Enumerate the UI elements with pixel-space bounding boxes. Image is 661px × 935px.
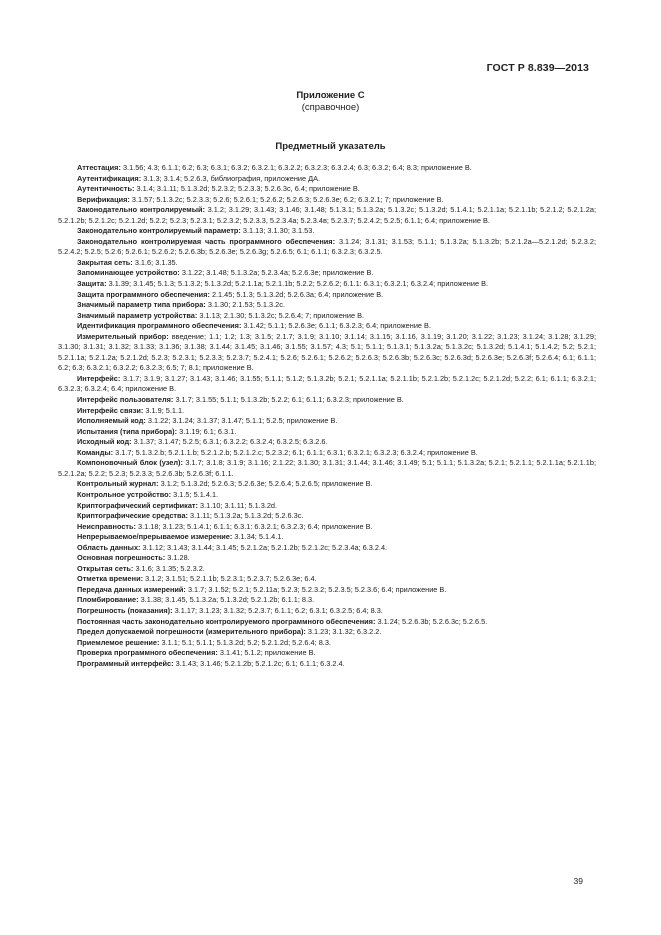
index-entry bbox=[58, 290, 596, 301]
index-refs: 3.1.4; 3.1.11; 5.1.3.2d; 5.2.3.2; 5.2.3.3; 5.2.6.3c, 6.4; приложение В. bbox=[136, 184, 360, 194]
index-refs: 3.1.7; 3.1.52; 5.2.1; 5.2.11a; 5.2.3; 5.2.3.2; 5.2.3.5; 5.2.3.6; 6.4; приложение В. bbox=[187, 584, 447, 594]
index-entry bbox=[58, 268, 596, 279]
index-refs: 3.1.39; 3.1.45; 5.1.3; 5.1.3.2; 5.1.3.2d; 5.2.1.1a; 5.2.1.1b; 5.2.2; 5.2.6.2; 6.1.1: 6.3.1; 6.3.2.1; 6.3.2.4; приложение В. bbox=[108, 279, 489, 289]
index-term: Идентификация программного обеспечения: bbox=[77, 321, 242, 331]
index-entry bbox=[58, 522, 596, 533]
index-refs: 3.1.43; 3.1.46; 5.2.1.2b; 5.2.1.2c; 6.1; 6.1.1; 6.3.2.4. bbox=[175, 658, 345, 668]
index-refs: 3.1.24; 5.2.6.3b; 5.2.6.3c; 5.2.6.5. bbox=[377, 616, 488, 626]
index-entry bbox=[58, 437, 596, 448]
index-refs: 3.1.38; 3.1.45, 5.1.3.2a; 5.1.3.2d; 5.2.1.2b; 6.1.1; 8.3. bbox=[140, 595, 315, 605]
index-entry bbox=[58, 195, 596, 206]
index-term: Аутентичность: bbox=[77, 184, 135, 194]
index-entry bbox=[58, 511, 596, 522]
index-entry bbox=[58, 448, 596, 459]
index-entry bbox=[58, 163, 596, 174]
index-entry bbox=[58, 606, 596, 617]
index-refs: 3.1.37; 3.1.47; 5.2.5; 6.3.1; 6.3.2.2; 6.3.2.4; 6.3.2.5; 6.3.2.6. bbox=[133, 437, 328, 447]
appendix-subtitle: (справочное) bbox=[301, 102, 360, 113]
index-refs: 2.1.45; 5.1.3; 5.1.3.2d; 5.2.6.3a; 6.4; приложение В. bbox=[211, 289, 384, 299]
index-entry bbox=[58, 501, 596, 512]
index-term: Криптографический сертификат: bbox=[77, 500, 198, 510]
index-term: Значимый параметр типа прибора: bbox=[77, 300, 206, 310]
index-entry bbox=[58, 332, 596, 374]
index-term: Непрерываемое/прерываемое измерение: bbox=[77, 532, 233, 542]
index-entry bbox=[58, 553, 596, 564]
index-term: Законодательно контролируемая часть программного обеспечения: bbox=[77, 236, 336, 246]
index-refs: 3.1.6; 3.1.35; 5.2.3.2. bbox=[135, 563, 205, 573]
index-term: Измерительный прибор: bbox=[77, 331, 169, 341]
index-term: Интерфейс: bbox=[77, 373, 121, 383]
index-entry bbox=[58, 638, 596, 649]
index-refs: 3.1.23; 3.1.32; 6.3.2.2. bbox=[307, 627, 382, 637]
index-entry bbox=[58, 416, 596, 427]
index-entry bbox=[58, 574, 596, 585]
index-term: Защита: bbox=[77, 279, 107, 289]
index-term: Команды: bbox=[77, 447, 114, 457]
index-refs: 3.1.56; 4.3; 6.1.1; 6.2; 6.3; 6.3.1; 6.3.2; 6.3.2.1; 6.3.2.2; 6.3.2.3; 6.3.2.4; 6.3; 6.3.2; 6.4; 8.3; приложение В. bbox=[122, 163, 472, 172]
index-term: Исходный код: bbox=[77, 437, 132, 447]
index-refs: 3.1.12; 3.1.43; 3.1.44; 3.1.45; 5.2.1.2a; 5.2.1.2b; 5.2.1.2c; 5.2.3.4a; 6.3.2.4. bbox=[142, 542, 388, 552]
index-term: Неисправность: bbox=[77, 521, 136, 531]
index-entry bbox=[58, 406, 596, 417]
index-entry bbox=[58, 595, 596, 606]
index-term: Аттестация: bbox=[77, 163, 121, 172]
index-refs: 3.1.24; 3.1.31; 3.1.53; 5.1.1; 5.1.3.2a; 5.1.3.2b; 5.2.1.2a—5.2.1.2d; 5.2.3.2; 5.2.4.2; 5.2.5; 5.2.6; 5.2.6.1; 5.2.6.2; 5.2.6.3b; 5.2.6.3e; 5.2.6.3g; 5.2.6.5; 6.1; 6.1.1; 6.3.2.3; 6.3.2.5. bbox=[58, 236, 596, 257]
index-refs: 3.1.7; 3.1.55; 5.1.1; 5.1.3.2b; 5.2.2; 6.1; 6.1.1; 6.3.2.3; приложение В. bbox=[175, 395, 404, 405]
index-refs: 3.1.7; 5.1.3.2.b; 5.2.1.1.b; 5.2.1.2.b; 5.2.1.2.c; 5.2.3.2; 6.1; 6.1.1; 6.3.1; 6.3.2.1; 6.3.2.3; 6.3.2.4; приложение В. bbox=[115, 447, 478, 457]
index-entry bbox=[58, 490, 596, 501]
index-entry bbox=[58, 374, 596, 395]
index-refs: 3.1.57; 5.1.3.2c; 5.2.3.3; 5.2.6; 5.2.6.1; 5.2.6.2; 5.2.6.3; 5.2.6.3e; 6.2; 6.3.2.1; 7; приложение В. bbox=[131, 194, 444, 204]
index-term: Передача данных измерений: bbox=[77, 584, 186, 594]
index-entry bbox=[58, 395, 596, 406]
index-refs: 3.1.13; 2.1.30; 5.1.3.2c; 5.2.6.4; 7; приложение В. bbox=[199, 310, 365, 320]
index-entry bbox=[58, 279, 596, 290]
index-refs: 3.1.17; 3.1.23; 3.1.32; 5.2.3.7; 6.1.1; 6.2; 6.3.1; 6.3.2.5; 6.4; 8.3. bbox=[174, 605, 383, 615]
index-refs: 3.1.22; 3.1.48; 5.1.3.2a; 5.2.3.4a; 5.2.6.3e; приложение В. bbox=[181, 268, 374, 278]
index-entry bbox=[58, 627, 596, 638]
index-entry bbox=[58, 184, 596, 195]
index-refs: введение; 1.1; 1.2; 1.3; 3.1.5; 2.1.7; 3.1.9; 3.1.10; 3.1.14; 3.1.15; 3.1.16, 3.1.19; 3.1.20; 3.1.22; 3.1.23; 3.1.24; 3.1.28; 3.1.29; 3.1.30; 3.1.31; 3.1.32; 3.1.33; 3.1.36; 3.1.38; 3.1.44; 3.1.45; 3.1.46; 3.1.55; 3.1.57; 4.3; 5.1; 5.1.1; 5.1.3.1; 5.1.3.2a; 5.1.3.2c; 5.1.3.2d; 5.1.4.1; 5.1.4.2; 5.2; 5.2.1; 5.2.1.1a; 5.2.1.2a; 5.2.1.2d; 5.2.3; 5.2.3.1; 5.2.3.3; 5.2.3.7; 5.2.4.1; 5.2.6; 5.2.6.1; 5.2.6.2; 5.2.6.3; 5.2.6.3b; 5.2.6.3c; 5.2.6.3d; 5.2.6.3e; 5.2.6.3f; 5.2.6.4; 6.1; 6.1.1; 6.2; 6.3; 6.3.2.1; 6.3.2.2; 6.3.2.3; 6.5; 7; 8.1; приложение В. bbox=[58, 331, 597, 373]
index-refs: 3.1.19; 6.1; 6.3.1. bbox=[179, 426, 237, 436]
index-term: Интерфейс связи: bbox=[77, 405, 144, 415]
index-term: Исполняемый код: bbox=[77, 416, 146, 426]
index-refs: 3.1.30; 2.1.53; 5.1.3.2c. bbox=[207, 300, 285, 310]
appendix-title: Приложение С bbox=[296, 90, 365, 101]
index-refs: 3.1.41; 5.1.2; приложение В. bbox=[219, 648, 316, 658]
index-term: Контрольный журнал: bbox=[77, 479, 159, 489]
index-refs: 3.1.3; 3.1.4; 5.2.6.3, библиография, приложение ДА. bbox=[143, 173, 321, 183]
page-number: 39 bbox=[573, 876, 583, 886]
index-refs: 3.1.22; 3.1.24; 3.1.37; 3.1.47; 5.1.1; 5.2.5; приложение В. bbox=[147, 416, 338, 426]
index-refs: 3.1.6; 3.1.35. bbox=[134, 257, 178, 267]
index-entry bbox=[58, 479, 596, 490]
index-refs: 3.1.2; 3.1.29; 3.1.43; 3.1.46; 3.1.48; 5.1.3.1; 5.1.3.2a; 5.1.3.2c; 5.1.3.2d; 5.1.4.1; 5.2.1.1a; 5.2.1.1b; 5.2.1.2; 5.2.1.2a; 5.2.1.2b; 5.2.1.2c; 5.2.1.2d; 5.2.2; 5.2.3; 5.2.3.1; 5.2.3.2; 5.2.3.3, 5.2.3.4a; 5.2.3.4в; 5.2.3.7; 5.2.4.2; 5.2.5; 6.1.1; 6.4; приложение В. bbox=[58, 205, 596, 225]
index-term: Компоновочный блок (узел): bbox=[77, 458, 183, 468]
index-refs: 3.1.1; 5.1; 5.1.1; 5.1.3.2d; 5.2; 5.2.1.2d; 5.2.6.4; 8.3. bbox=[161, 637, 331, 647]
index-entry bbox=[58, 311, 596, 322]
index-refs: 3.1.7; 3.1.9; 3.1.27; 3.1.43; 3.1.46; 3.1.55; 5.1.1; 5.1.2; 5.1.3.2b; 5.2.1; 5.2.1.1a; 5.2.1.1b; 5.2.1.2b; 5.2.1.2c; 5.2.1.2d; 5.2.2; 6.1; 6.1.1; 6.3.2.1; 6.3.2.3; 6.3.2.4; 6.4; приложение В. bbox=[58, 373, 596, 394]
index-term: Запоминающее устройство: bbox=[77, 268, 180, 278]
index-term: Область данных: bbox=[77, 542, 141, 552]
index-entry bbox=[58, 258, 596, 269]
index-refs: 3.1.5; 5.1.4.1. bbox=[173, 489, 219, 499]
index-entry bbox=[58, 174, 596, 185]
index-entry bbox=[58, 648, 596, 659]
index-term: Испытания (типа прибора): bbox=[77, 426, 178, 436]
index-term: Значимый параметр устройства: bbox=[77, 310, 198, 320]
index-term: Интерфейс пользователя: bbox=[77, 395, 174, 405]
index-title: Предметный указатель bbox=[275, 141, 386, 152]
subject-index-list bbox=[58, 163, 596, 669]
index-term: Основная погрешность: bbox=[77, 553, 166, 563]
appendix-heading bbox=[0, 90, 661, 114]
index-term: Законодательно контролируемый параметр: bbox=[77, 226, 241, 236]
index-term: Контрольное устройство: bbox=[77, 489, 172, 499]
index-term: Приемлемое решение: bbox=[77, 637, 160, 647]
index-entry bbox=[58, 585, 596, 596]
index-term: Программный интерфейс: bbox=[77, 658, 174, 668]
index-term: Отметка времени: bbox=[77, 574, 144, 584]
index-refs: 3.1.2; 3.1.51; 5.2.1.1b; 5.2.3.1; 5.2.3.7; 5.2.6.3e; 6.4. bbox=[145, 574, 317, 584]
index-entry bbox=[58, 226, 596, 237]
index-term: Криптографические средства: bbox=[77, 511, 188, 521]
index-term: Проверка программного обеспечения: bbox=[77, 648, 218, 658]
index-term: Законодательно контролируемый: bbox=[77, 205, 205, 215]
index-entry bbox=[58, 300, 596, 311]
index-refs: 3.1.2; 5.1.3.2d; 5.2.6.3; 5.2.6.3e; 5.2.6.4; 5.2.6.5; приложение В. bbox=[160, 479, 373, 489]
index-entry bbox=[58, 617, 596, 628]
index-refs: 3.1.7; 3.1.8; 3.1.9; 3.1.16; 2.1.22; 3.1.30; 3.1.31; 3.1.44; 3.1.46; 3.1.49; 5.1; 5.1.1; 5.1.3.2a; 5.2.1; 5.2.1.1; 5.2.1.1a; 5.2.1.1b; 5.2.1.2a; 5.2.2; 5.2.3; 5.2.3.3; 5.2.6.3b; 5.2.6.3f; 6.1.1. bbox=[58, 458, 597, 478]
index-term: Защита программного обеспечения: bbox=[77, 289, 210, 299]
index-term: Аутентификация: bbox=[77, 173, 142, 183]
index-entry bbox=[58, 237, 596, 258]
index-refs: 3.1.42; 5.1.1; 5.2.6.3e; 6.1.1; 6.3.2.3; 6.4; приложение В. bbox=[243, 321, 431, 331]
index-term: Пломбирование: bbox=[77, 595, 139, 605]
index-entry bbox=[58, 543, 596, 554]
index-entry bbox=[58, 564, 596, 575]
index-entry bbox=[58, 321, 596, 332]
index-entry bbox=[58, 458, 596, 479]
index-term: Постоянная часть законодательно контролируемого программного обеспечения: bbox=[77, 616, 376, 626]
index-entry bbox=[58, 205, 596, 226]
index-term: Открытая сеть: bbox=[77, 563, 134, 573]
index-term: Верификация: bbox=[77, 194, 130, 204]
index-term: Закрытая сеть: bbox=[77, 257, 133, 267]
index-refs: 3.1.11; 5.1.3.2a; 5.1.3.2d; 5.2.6.3c. bbox=[190, 511, 304, 521]
index-entry bbox=[58, 659, 596, 670]
index-refs: 3.1.18; 3.1.23; 5.1.4.1; 6.1.1; 6.3.1: 6.3.2.1; 6.3.2.3; 6.4; приложение В. bbox=[138, 521, 373, 531]
index-refs: 3.1.34; 5.1.4.1. bbox=[234, 532, 284, 542]
index-entry bbox=[58, 532, 596, 543]
index-refs: 3.1.13; 3.1.30; 3.1.53. bbox=[242, 226, 315, 236]
index-entry bbox=[58, 427, 596, 438]
standard-code: ГОСТ Р 8.839—2013 bbox=[486, 62, 589, 74]
index-refs: 3.1.28. bbox=[167, 553, 190, 563]
index-term: Предел допускаемой погрешности (измерительного прибора): bbox=[77, 627, 306, 637]
index-refs: 3.1.9; 5.1.1. bbox=[145, 405, 185, 415]
index-refs: 3.1.10; 3.1.11; 5.1.3.2d. bbox=[200, 500, 278, 510]
index-term: Погрешность (показания): bbox=[77, 605, 173, 615]
